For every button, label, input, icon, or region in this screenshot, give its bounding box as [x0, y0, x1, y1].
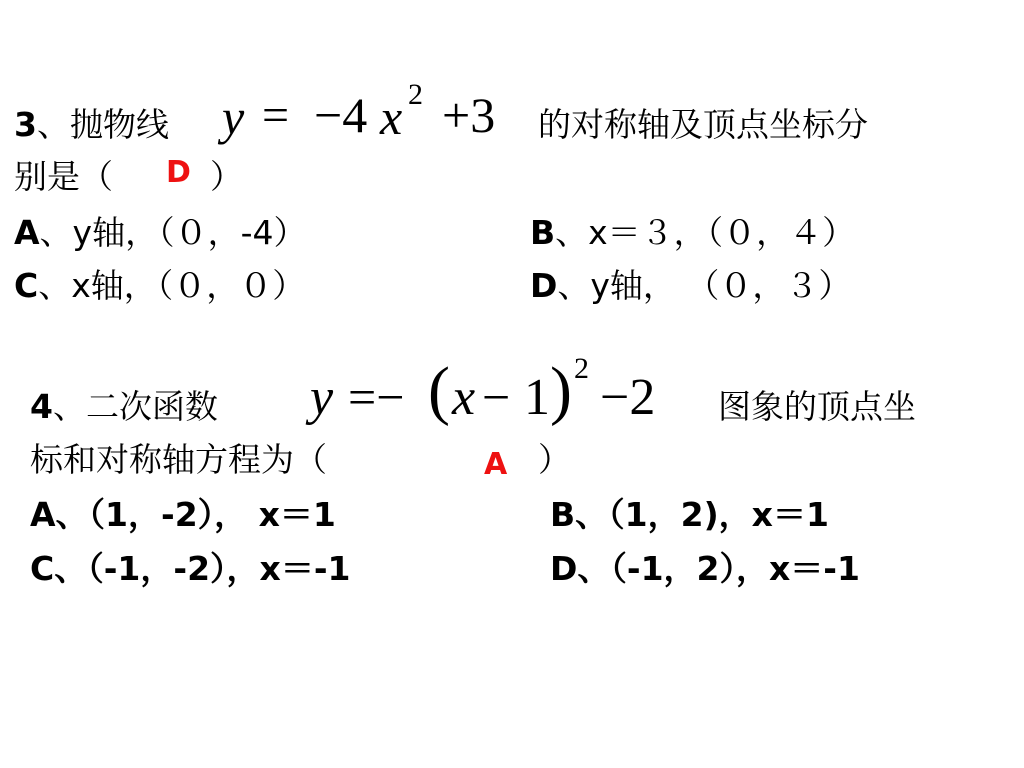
q3-answer: D	[166, 155, 191, 190]
q3-option-a-letter: A	[14, 213, 40, 252]
q3-formula-x: x	[380, 89, 403, 145]
q4-answer: A	[484, 447, 508, 482]
q3-formula-eq: =	[262, 89, 290, 142]
q3-formula-exponent: 2	[408, 78, 423, 111]
q3-stem-line2	[14, 157, 113, 196]
q3-stem-d: ）	[210, 157, 243, 196]
q4-option-a: A、（1，-2）， x＝1	[30, 495, 336, 534]
q4-stem-a: 、二次函数	[52, 387, 218, 426]
q4-formula-left-paren: (	[428, 354, 450, 427]
q3-option-a-text: 、y轴，（０，-4）	[39, 213, 307, 252]
q3-option-c-text: 、x轴，（０，０）	[38, 266, 306, 305]
q3-stem-b: 的对称轴及顶点坐标分	[538, 105, 868, 144]
q3-option-a	[14, 213, 307, 252]
q4-formula-tail: −2	[600, 369, 656, 426]
q4-formula-exponent: 2	[574, 352, 589, 385]
q3-formula-y: y	[222, 89, 245, 145]
q3-stem-c: 别是（	[14, 157, 113, 196]
q4-formula	[310, 352, 700, 432]
q4-formula-minus: −	[482, 369, 511, 425]
q3-option-b-letter: B	[530, 213, 556, 252]
q4-stem-c: 标和对称轴方程为（	[30, 440, 327, 479]
q4-stem-line1	[30, 387, 218, 426]
q3-option-d-text: 、y轴， （０，３）	[557, 266, 852, 305]
q4-option-c: C、（-1，-2），x＝-1	[30, 549, 351, 588]
q3-option-d-letter: D	[530, 266, 558, 305]
q3-formula	[222, 78, 522, 148]
q3-formula-coef: −4	[314, 87, 368, 143]
q4-stem-b: 图象的顶点坐	[718, 387, 916, 426]
q3-option-d	[530, 266, 852, 305]
q3-option-c	[14, 266, 306, 305]
q3-option-c-letter: C	[14, 266, 39, 305]
q4-stem-d: ）	[538, 440, 571, 479]
q4-formula-x: x	[452, 369, 476, 426]
q3-stem-line1	[14, 105, 169, 144]
q3-stem-a: 、抛物线	[36, 105, 169, 144]
q3-option-b	[530, 213, 856, 252]
q4-formula-y: y	[310, 369, 334, 426]
q3-option-b-text: 、x＝３，（０，４）	[555, 213, 856, 252]
q4-formula-right-paren: )	[550, 354, 572, 427]
q3-formula-tail: +3	[442, 87, 496, 143]
q4-formula-one: 1	[524, 369, 550, 426]
q4-option-b: B、（1，2)，x＝1	[550, 495, 829, 534]
q3-number: 3	[14, 105, 37, 144]
q4-option-d: D、（-1，2），x＝-1	[550, 549, 860, 588]
q4-number: 4	[30, 387, 53, 426]
q4-formula-eq: =−	[348, 369, 405, 425]
